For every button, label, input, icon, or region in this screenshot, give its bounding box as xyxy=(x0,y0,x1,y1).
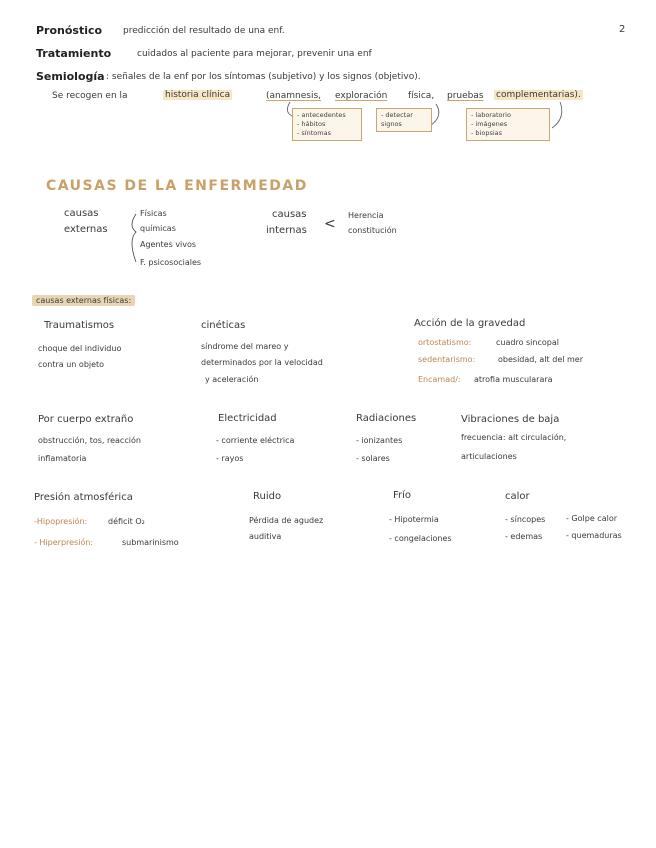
internas-item: constitución xyxy=(348,226,397,235)
calor-item: - quemaduras xyxy=(566,531,622,540)
electricidad-line: - rayos xyxy=(216,454,244,463)
frio-line: - congelaciones xyxy=(389,534,452,543)
less-than-sign: < xyxy=(324,216,336,232)
traumatismos-line: contra un objeto xyxy=(38,360,105,369)
gravedad-def: obesidad, alt del mer xyxy=(498,355,584,364)
causas-internas-label-2: internas xyxy=(266,225,307,236)
box-pruebas-item: - laboratorio xyxy=(471,111,511,119)
box-anamnesis-item: - antecedentes xyxy=(297,111,346,119)
presion-def: déficit O₂ xyxy=(108,517,145,526)
radiaciones-title: Radiaciones xyxy=(356,413,417,424)
causas-externas-fisicas-tag: causas externas físicas: xyxy=(32,295,135,306)
box-anamnesis-item: - hábitos xyxy=(297,120,326,128)
ruido-line: Pérdida de agudez xyxy=(249,516,324,525)
electricidad-title: Electricidad xyxy=(218,413,277,424)
box-exploracion-item: - detectar xyxy=(381,111,413,119)
cuerpo-extrano-line: inflamatoria xyxy=(38,454,87,463)
box-pruebas-item: - biopsias xyxy=(471,129,503,137)
externas-item: químicas xyxy=(140,224,176,233)
box-pruebas xyxy=(466,108,550,141)
ruido-title: Ruido xyxy=(253,491,282,502)
anamnesis-term: (anamnesis, xyxy=(266,91,321,101)
calor-item: - síncopes xyxy=(505,515,546,524)
radiaciones-line: - ionizantes xyxy=(356,436,403,445)
cineticas-title: cinéticas xyxy=(201,320,246,331)
gravedad-title: Acción de la gravedad xyxy=(414,318,526,329)
semiologia-line2-prefix: Se recogen en la xyxy=(52,91,128,101)
externas-item: Agentes vivos xyxy=(140,240,197,249)
causas-heading: CAUSAS DE LA ENFERMEDAD xyxy=(46,178,308,194)
box-exploracion-item: signos xyxy=(381,120,402,128)
traumatismos-line: choque del individuo xyxy=(38,344,122,353)
complementarias-term: complementarias). xyxy=(496,90,581,100)
causas-internas-label-1: causas xyxy=(272,209,307,220)
presion-def: submarinismo xyxy=(122,538,179,547)
exploracion-term: exploración xyxy=(335,91,388,101)
cineticas-line: síndrome del mareo y xyxy=(201,342,289,351)
externas-item: F. psicosociales xyxy=(140,258,202,267)
causas-externas-label-1: causas xyxy=(64,208,99,219)
term-tratamiento: Tratamiento xyxy=(36,47,112,60)
box-pruebas-item: - imágenes xyxy=(471,120,508,128)
pruebas-term: pruebas xyxy=(447,91,484,101)
gravedad-term: ortostatismo: xyxy=(418,338,472,347)
cuerpo-extrano-title: Por cuerpo extraño xyxy=(38,414,134,425)
internas-item: Herencia xyxy=(348,211,384,220)
gravedad-term: Encamad/: xyxy=(418,375,461,384)
def-tratamiento: cuidados al paciente para mejorar, prevenir una enf xyxy=(137,49,372,59)
def-pronostico: predicción del resultado de una enf. xyxy=(123,26,285,36)
gravedad-term: sedentarismo: xyxy=(418,355,476,364)
frio-title: Frío xyxy=(393,490,412,501)
presion-title: Presión atmosférica xyxy=(34,492,133,503)
presion-term: -Hipopresión: xyxy=(34,517,88,526)
vibraciones-line: frecuencia: alt circulación, xyxy=(461,433,567,442)
def-semiologia: : señales de la enf por los síntomas (subjetivo) y los signos (objetivo). xyxy=(106,72,421,82)
box-anamnesis xyxy=(292,108,362,141)
radiaciones-line: - solares xyxy=(356,454,390,463)
traumatismos-title: Traumatismos xyxy=(44,320,115,331)
box-exploracion xyxy=(376,108,432,132)
term-pronostico: Pronóstico xyxy=(36,24,103,37)
calor-item: - Golpe calor xyxy=(566,514,617,523)
calor-title: calor xyxy=(505,491,530,502)
page-number: 2 xyxy=(619,24,626,35)
gravedad-def: atrofia muscularara xyxy=(474,375,553,384)
frio-line: - Hipotermia xyxy=(389,515,439,524)
ruido-line: auditiva xyxy=(249,532,282,541)
cineticas-line: determinados por la velocidad xyxy=(201,358,323,367)
box-anamnesis-item: - síntomas xyxy=(297,129,331,137)
term-semiologia: Semiología xyxy=(36,70,105,83)
presion-term: - Hiperpresión: xyxy=(34,538,94,547)
fisica-term: física, xyxy=(408,91,435,101)
vibraciones-title: Vibraciones de baja xyxy=(461,414,560,425)
causas-externas-label-2: externas xyxy=(64,224,108,235)
vibraciones-line: articulaciones xyxy=(461,452,517,461)
electricidad-line: - corriente eléctrica xyxy=(216,436,295,445)
externas-item: Físicas xyxy=(140,209,167,218)
gravedad-def: cuadro sincopal xyxy=(496,338,559,347)
historia-clinica: historia clínica xyxy=(165,90,231,100)
cineticas-line: y aceleración xyxy=(205,375,259,384)
cuerpo-extrano-line: obstrucción, tos, reacción xyxy=(38,436,141,445)
calor-item: - edemas xyxy=(505,532,543,541)
